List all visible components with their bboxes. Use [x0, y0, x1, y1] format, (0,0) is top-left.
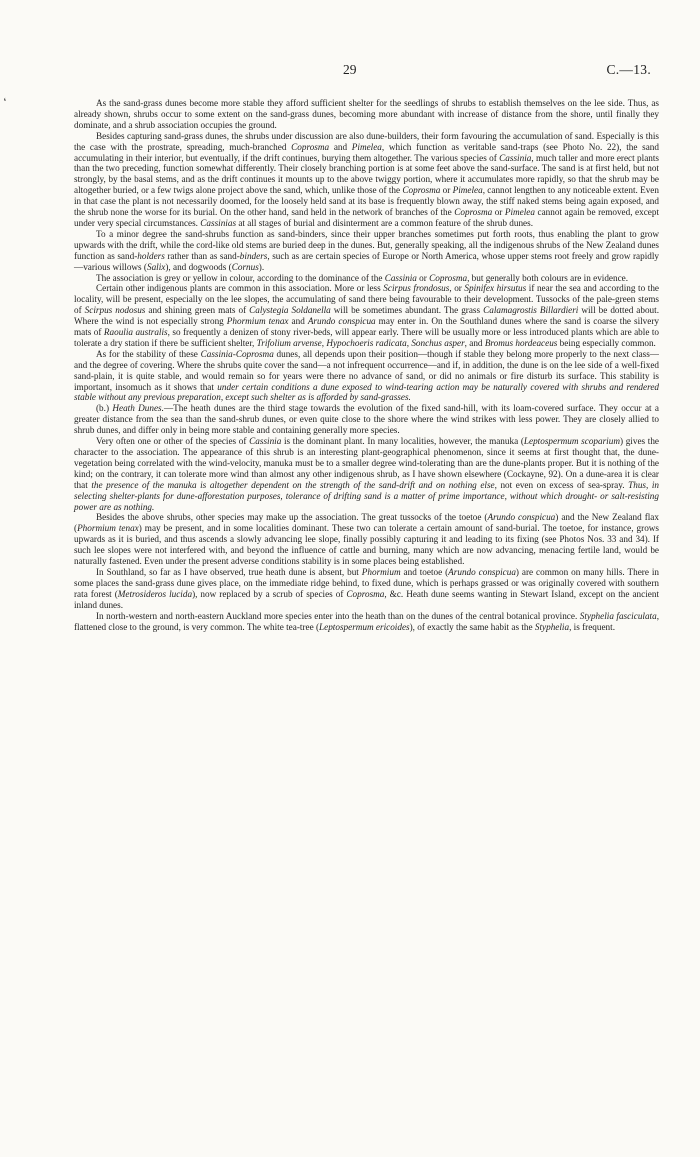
paragraph: In north-western and north-eastern Auckland more species enter into the heath than on the dunes of the central botanical province. Styphelia fasciculata, flattened close to the ground, is very common. The white tea-tree (Leptospermum ericoides), of exactly the same habit as the Styphelia, is frequent.	[74, 610, 659, 632]
paragraph: The association is grey or yellow in colour, according to the dominance of the Cassinia or Coprosma, but generally both colours are in evidence.	[96, 272, 629, 283]
paragraph: Besides the above shrubs, other species may make up the association. The great tussocks of the toetoe (Arundo conspicua) and the New Zealand flax (Phormium tenax) may be present, and in some localities dominant. These two can tolerate a certain amount of sand-burial. The toetoe, for instance, grows upwards as it is buried, and thus ascends a slowly advancing lee slope, finally possibly capturing it and leading to its fixing (see Photos Nos. 33 and 34). If such lee slopes were not interfered with, and beyond the influence of cattle and burning, many which are now advancing, menacing fertile land, would be naturally fastened. Even under the present adverse conditions stability is in some places being established.	[74, 512, 660, 567]
margin-mark: ‘	[2, 95, 10, 109]
page-number: 29	[343, 62, 357, 77]
paragraph: Besides capturing sand-grass dunes, the shrubs under discussion are also dune-builders, their form favouring the accumulation of sand. Especially is this the case with the prostrate, spreading, much-branched Coprosma and Pimelea, which function as veritable sand-traps (see Photo No. 22), the sand accumulating in their interior, but eventually, if the drift continues, burying them altogether. The various species of Cassinia, much taller and more erect plants than the two preceding, function somewhat differently. Their closely branching portion is at some feet above the sand-surface. The sand is at first held, but not strongly, by the basal stems, and as the drift continues it mounts up to the above twiggy portion, where it accumulates more rapidly, so that the shrub may be altogether buried, or a few twigs alone project above the sand, which, unlike those of the Coprosma or Pimelea, cannot lengthen to any noticeable extent. Even in that case the plant is not necessarily doomed, for the loosely held sand at its base is frequently blown away, the stiff naked stems being again exposed, and the shrub none the worse for its burial. On the other hand, sand held in the network of branches of the Coprosma or Pimelea cannot again be removed, except under very special circumstances. Cassinias at all stages of burial and disinterment are a common feature of the shrub dunes.	[74, 130, 659, 228]
paragraph: (b.) Heath Dunes.—The heath dunes are the third stage towards the evolution of the fixed sand-hill, with its loam-covered surface. They occur at a greater distance from the sea than the sand-shrub dunes, or even quite close to the shore where the wind strikes with less power. They are closely allied to shrub dunes, and differ only in being more stable and containing generally more species.	[74, 403, 659, 436]
paragraph: Very often one or other of the species of Cassinia is the dominant plant. In many localities, however, the manuka (Leptospermum scoparium) gives the character to the association. The appearance of this shrub is an interesting plant-geographical phenomenon, since it seems at first thought that, the dune-vegetation being correlated with the wind-velocity, manuka must be to a smaller degree wind-tolerating than are the dune-plants proper. But it is nothing of the kind; on the contrary, it can tolerate more wind than almost any other indigenous shrub, as I have shown elsewhere (Cockayne, 92). On a dune-area it is clear that the presence of the manuka is altogether dependent on the strength of the sand-drift and on nothing else, not even on excess of sea-spray. Thus, in selecting shelter-plants for dune-afforestation purposes, tolerance of drifting sand is a matter of prime importance, without which drought- or salt-resisting power are as nothing.	[74, 436, 659, 512]
page-header	[0, 62, 700, 76]
document-reference: C.—13.	[606, 62, 651, 77]
paragraph: As for the stability of these Cassinia-Coprosma dunes, all depends upon their position—though if stable they belong more properly to the next class—and the degree of covering. Where the shrubs quite cover the sand—a not infrequent occurrence—and if, in addition, the dune is on the lee side of a well-fixed sand-plain, it is quite stable, and would remain so for years were there no advance of sand, or did no animals or fire disturb its surface. This stability is important, insomuch as it shows that under certain conditions a dune exposed to wind-tearing action may be naturally covered with shrubs and rendered stable without any previous preparation, except such shelter as is afforded by sand-grasses.	[74, 348, 659, 403]
paragraph: In Southland, so far as I have observed, true heath dune is absent, but Phormium and toetoe (Arundo conspicua) are common on many hills. There in some places the sand-grass dune gives place, on the immediate ridge behind, to fixed dune, which is perhaps grassed or was originally covered with southern rata forest (Metrosideros lucida), now replaced by a scrub of species of Coprosma, &c. Heath dune seems wanting in Stewart Island, except on the ancient inland dunes.	[74, 566, 659, 610]
paragraph: As the sand-grass dunes become more stable they afford sufficient shelter for the seedlings of shrubs to establish themselves on the lee side. Thus, as already shown, shrubs occur to some extent on the sand-grass dunes, becoming more abundant with increase of distance from the shore, until finally they dominate, and a shrub association occupies the ground.	[74, 98, 659, 130]
paragraph: To a minor degree the sand-shrubs function as sand-binders, since their upper branches sometimes put forth roots, thus enabling the plant to grow upwards with the drift, while the cord-like old stems are buried deep in the dunes. But, generally speaking, all the indigenous shrubs of the New Zealand dunes function as sand-holders rather than as sand-binders, such as are certain species of Europe or North America, whose upper stems root freely and grow rapidly—various willows (Salix), and dogwoods (Cornus).	[74, 228, 660, 272]
paragraph: Certain other indigenous plants are common in this association. More or less Scirpus frondosus, or Spinifex hirsutus if near the sea and according to the locality, will be present, especially on the lee slopes, the accumulating of sand there being favourable to their development. Tussocks of the pale-green stems of Scirpus nodosus and shining green mats of Calystegia Soldanella will be sometimes abundant. The grass Calamagrostis Billardieri will be dotted about. Where the wind is not especially strong Phormium tenax and Arundo conspicua may enter in. On the Southland dunes where the sand is coarse the silvery mats of Raoulia australis, so frequently a denizen of stony river-beds, will appear early. There will be usually more or less introduced plants which are able to tolerate a dry station if there be sufficient shelter, Trifolium arvense, Hypochoeris radicata, Sonchus asper, and Bromus hordeaceus being especially common.	[74, 283, 660, 348]
body-text	[74, 98, 659, 632]
